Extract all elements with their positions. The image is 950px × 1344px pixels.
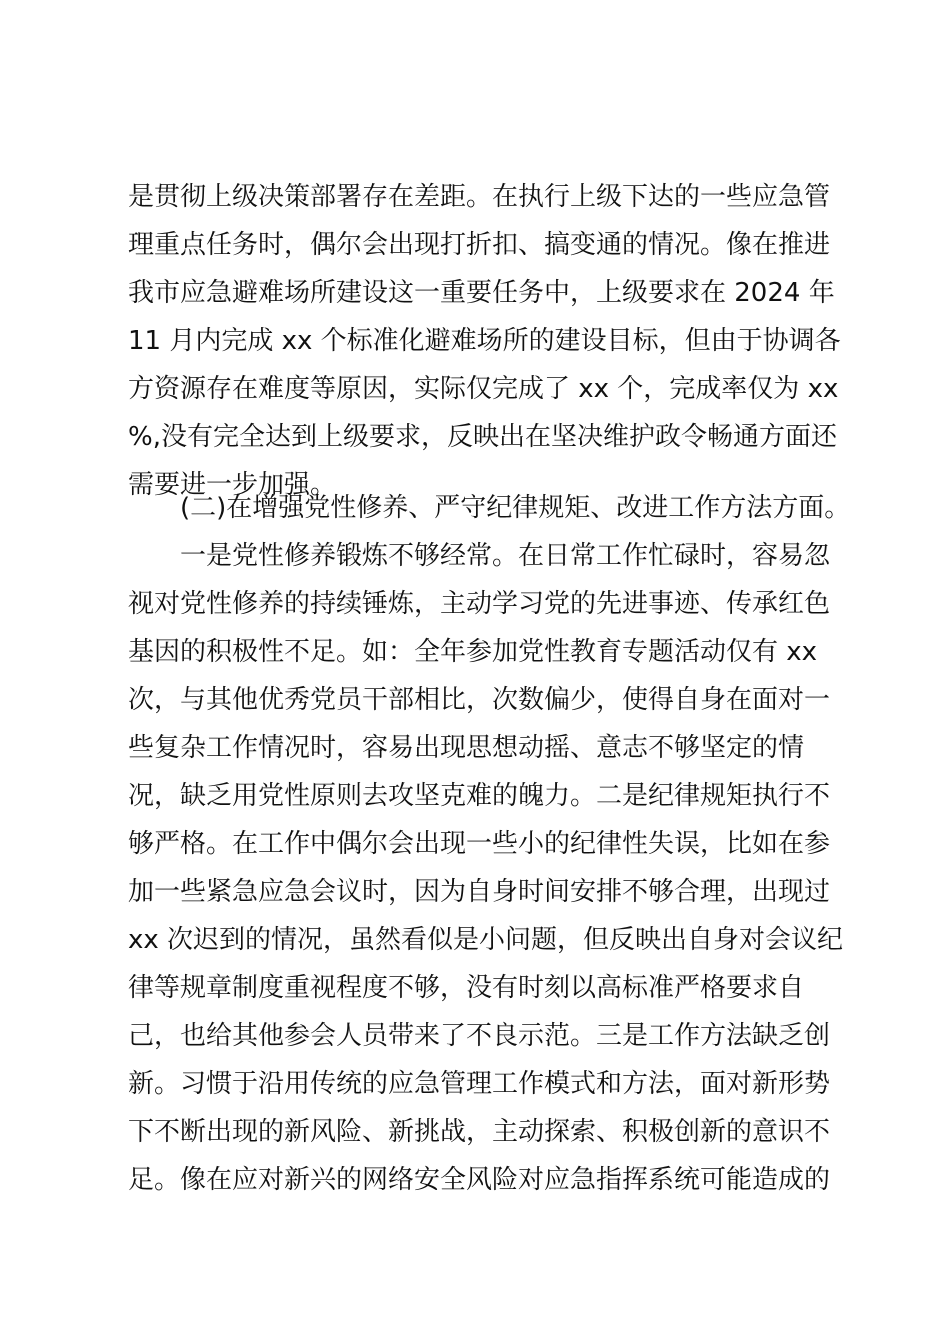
- text-line: xx 次迟到的情况，虽然看似是小问题，但反映出自身对会议纪: [128, 925, 844, 955]
- text-line: 基因的积极性不足。如：全年参加党性教育专题活动仅有 xx: [128, 637, 818, 667]
- text-line: 我市应急避难场所建设这一重要任务中，上级要求在 2024 年: [128, 278, 835, 308]
- text-line: 新。习惯于沿用传统的应急管理工作模式和方法，面对新形势: [128, 1069, 831, 1099]
- text-line: 下不断出现的新风险、新挑战，主动探索、积极创新的意识不: [128, 1117, 831, 1147]
- text-line: 方资源存在难度等原因，实际仅完成了 xx 个，完成率仅为 xx: [128, 374, 839, 404]
- text-line: 足。像在应对新兴的网络安全风险对应急指挥系统可能造成的: [128, 1165, 831, 1195]
- text-line: 次，与其他优秀党员干部相比，次数偏少，使得自身在面对一: [128, 685, 831, 715]
- paragraph-first-line: 一是党性修养锻炼不够经常。在日常工作忙碌时，容易忽: [180, 541, 831, 571]
- text-line: 11 月内完成 xx 个标准化避难场所的建设目标，但由于协调各: [128, 326, 841, 356]
- text-line: 律等规章制度重视程度不够，没有时刻以高标准严格要求自: [128, 973, 805, 1003]
- text-line: 理重点任务时，偶尔会出现打折扣、搞变通的情况。像在推进: [128, 230, 831, 260]
- section-heading: (二)在增强党性修养、严守纪律规矩、改进工作方法方面。: [180, 493, 851, 523]
- text-line: 需要进一步加强。: [128, 470, 337, 500]
- text-line: 加一些紧急应急会议时，因为自身时间安排不够合理，出现过: [128, 877, 831, 907]
- text-line: 况，缺乏用党性原则去攻坚克难的魄力。二是纪律规矩执行不: [128, 781, 831, 811]
- text-line: 是贯彻上级决策部署存在差距。在执行上级下达的一些应急管: [128, 182, 831, 212]
- text-line: 视对党性修养的持续锤炼，主动学习党的先进事迹、传承红色: [128, 589, 831, 619]
- text-line: 己，也给其他参会人员带来了不良示范。三是工作方法缺乏创: [128, 1021, 831, 1051]
- text-line: 够严格。在工作中偶尔会出现一些小的纪律性失误，比如在参: [128, 829, 831, 859]
- text-line: %,没有完全达到上级要求，反映出在坚决维护政令畅通方面还: [128, 422, 837, 452]
- text-line: 些复杂工作情况时，容易出现思想动摇、意志不够坚定的情: [128, 733, 805, 763]
